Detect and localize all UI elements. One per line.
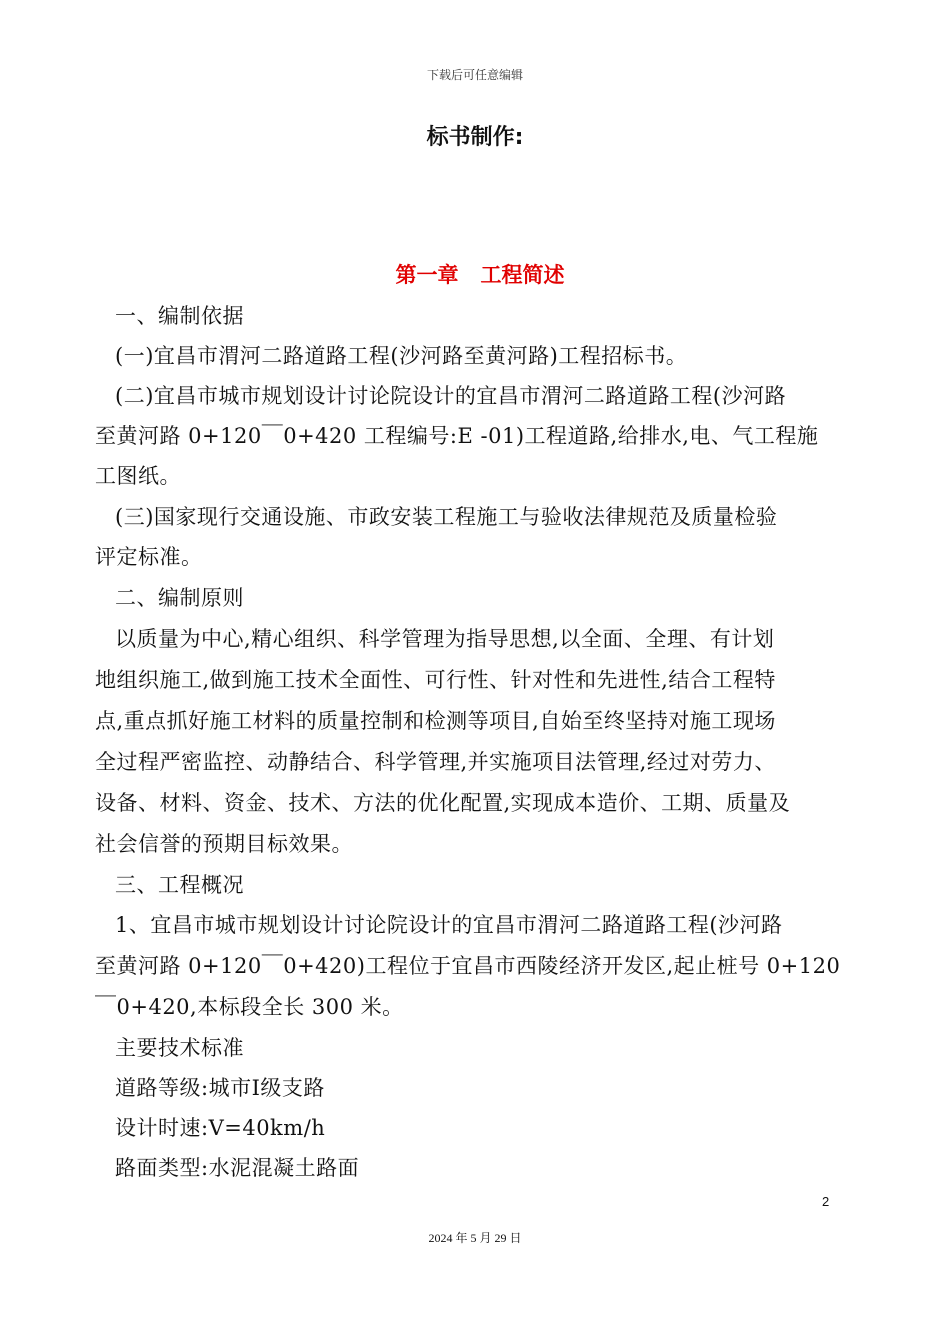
principles-paragraph-cont: 社会信誉的预期目标效果。 — [95, 832, 353, 856]
principles-paragraph-cont: 地组织施工,做到施工技术全面性、可行性、针对性和先进性,结合工程特 — [95, 668, 776, 692]
pavement-type: 路面类型:水泥混凝土路面 — [115, 1156, 360, 1180]
principles-paragraph-cont: 全过程严密监控、动静结合、科学管理,并实施项目法管理,经过对劳力、 — [95, 750, 776, 774]
road-grade: 道路等级:城市Ⅰ级支路 — [115, 1076, 325, 1100]
section-heading-basis: 一、编制依据 — [115, 304, 244, 328]
document-title: 标书制作: — [426, 125, 524, 150]
basis-item-2-cont: 至黄河路 0+120￣0+420 工程编号:E -01)工程道路,给排水,电、气工程施 — [95, 424, 819, 448]
overview-item-1-cont: 至黄河路 0+120￣0+420)工程位于宜昌市西陵经济开发区,起止桩号 0+120 — [95, 954, 841, 978]
principles-paragraph-cont: 设备、材料、资金、技术、方法的优化配置,实现成本造价、工期、质量及 — [95, 791, 791, 815]
page-number: 2 — [822, 1194, 830, 1209]
overview-item-1: 1、宜昌市城市规划设计讨论院设计的宜昌市渭河二路道路工程(沙河路 — [115, 913, 783, 937]
header-note: 下载后可任意编辑 — [426, 68, 523, 82]
basis-item-3: (三)国家现行交通设施、市政安装工程施工与验收法律规范及质量检验 — [115, 505, 778, 529]
principles-paragraph-cont: 点,重点抓好施工材料的质量控制和检测等项目,自始至终坚持对施工现场 — [95, 709, 776, 733]
principles-paragraph: 以质量为中心,精心组织、科学管理为指导思想,以全面、全理、有计划 — [115, 627, 775, 651]
basis-item-1: (一)宜昌市渭河二路道路工程(沙河路至黄河路)工程招标书。 — [115, 344, 688, 368]
basis-item-2-cont2: 工图纸。 — [95, 464, 181, 488]
basis-item-3-cont: 评定标准。 — [95, 545, 203, 569]
tech-standards-heading: 主要技术标准 — [115, 1036, 244, 1060]
design-speed: 设计时速:V=40km/h — [115, 1116, 326, 1140]
section-heading-overview: 三、工程概况 — [115, 873, 244, 897]
overview-item-1-cont: ￣0+420,本标段全长 300 米。 — [95, 995, 404, 1019]
basis-item-2: (二)宜昌市城市规划设计讨论院设计的宜昌市渭河二路道路工程(沙河路 — [115, 384, 787, 408]
chapter-title: 第一章 工程简述 — [395, 263, 565, 287]
footer-date: 2024 年 5 月 29 日 — [428, 1231, 522, 1245]
section-heading-principles: 二、编制原则 — [115, 586, 244, 610]
